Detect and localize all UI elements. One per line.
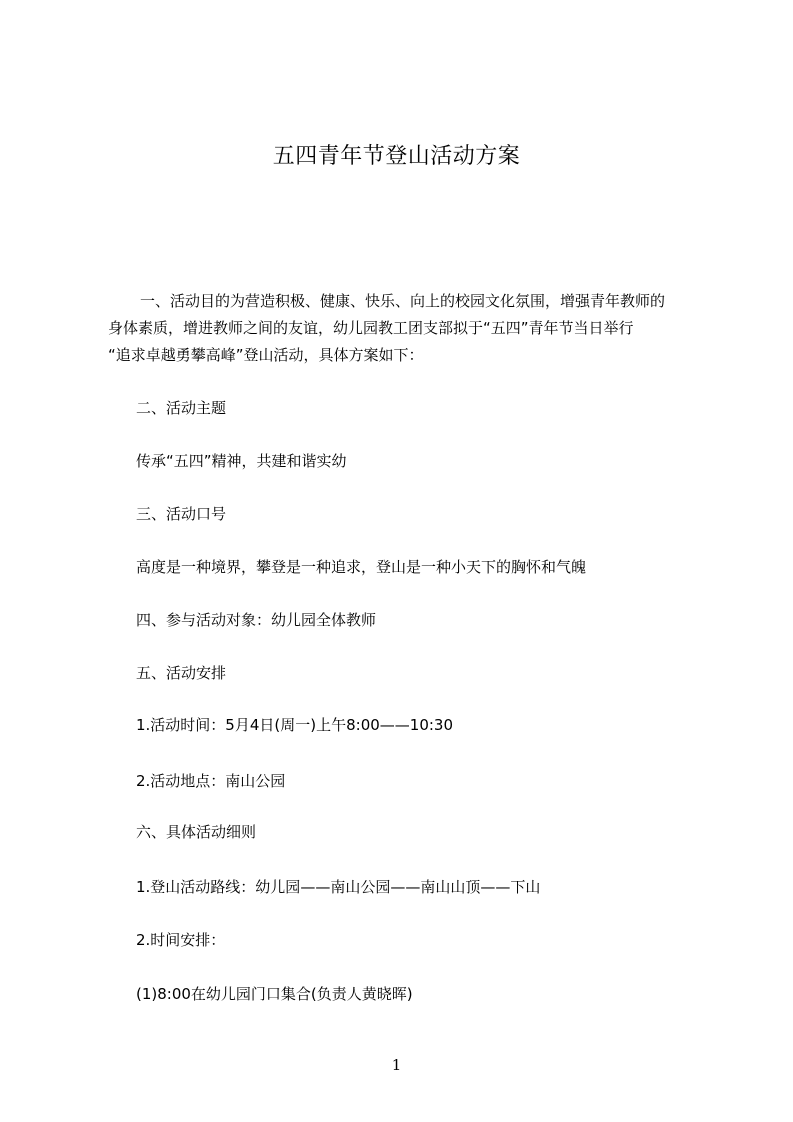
document-title: 五四青年节登山活动方案 xyxy=(272,144,521,169)
section-heading-theme: 二、活动主题 xyxy=(136,399,227,417)
arrangement-location: 2.活动地点：南山公园 xyxy=(136,772,286,790)
slogan-text: 高度是一种境界，攀登是一种追求，登山是一种小天下的胸怀和气魄 xyxy=(136,558,587,576)
arrangement-time: 1.活动时间：5月4日(周一)上午8:00——10:30 xyxy=(136,716,454,734)
details-route: 1.登山活动路线：幼儿园——南山公园——南山山顶——下山 xyxy=(136,878,541,896)
details-schedule-item: (1)8:00在幼儿园门口集合(负责人黄晓晖) xyxy=(136,985,413,1003)
intro-line: 身体素质，增进教师之间的友谊，幼儿园教工团支部拟于“五四”青年节当日举行 xyxy=(108,319,634,337)
intro-line: 一、活动目的为营造积极、健康、快乐、向上的校园文化氛围，增强青年教师的 xyxy=(140,292,666,310)
intro-paragraph xyxy=(108,288,708,369)
section-heading-slogan: 三、活动口号 xyxy=(136,505,227,523)
section-heading-details: 六、具体活动细则 xyxy=(136,823,257,841)
section-heading-arrangement: 五、活动安排 xyxy=(136,664,227,682)
intro-line: “追求卓越勇攀高峰”登山活动，具体方案如下： xyxy=(108,346,424,364)
page-number: 1 xyxy=(391,1056,402,1074)
section-heading-participants: 四、参与活动对象：幼儿园全体教师 xyxy=(136,611,377,629)
details-schedule-heading: 2.时间安排： xyxy=(136,931,226,949)
theme-text: 传承“五四”精神，共建和谐实幼 xyxy=(136,452,347,470)
